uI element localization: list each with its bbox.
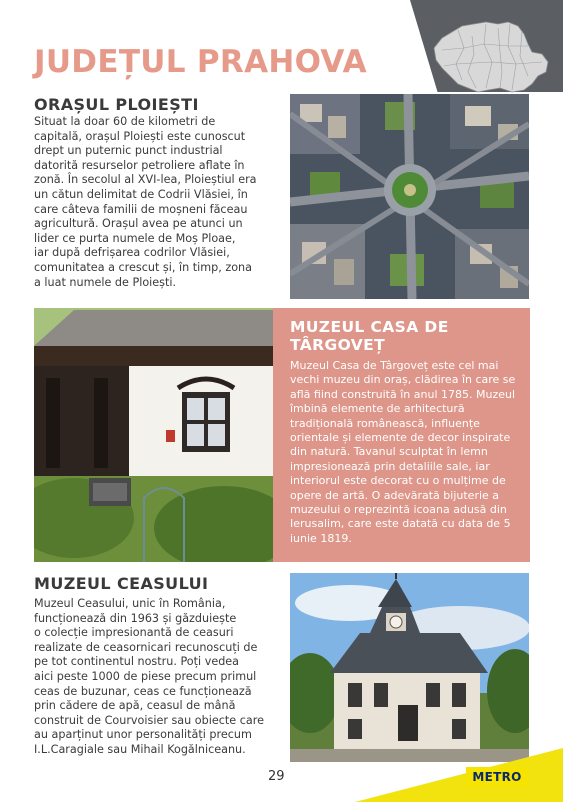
tirgovet-text: Muzeul Casa de Târgoveț este cel mai vechi muzeu din oraș, clădirea în care se află fiind construită în anul 1785. Muzeul îmbină elemente de arhitectură tradițională românească, influențe orientale și elemente de decor inspirate din natură. Tavanul sculptat în lemn impresionează prin detaliile sale, iar interiorul este decorat cu o mulțime de opere de artă. O adevărată bijuterie a muzeului o reprezintă icoana adusă din Ierusalim, care este datată cu data de 5 iunie 1819. — [290, 359, 516, 545]
ceasului-text: Muzeul Ceasului, unic în România, funcționează din 1963 și găzduiește o colecție impresionantă de ceasuri realizate de ceasornicari recunoscuți de pe tot continentul nostru. Poți vedea aici peste 1000 de piese precum primul ceas de buzunar, ceas ce funcționează prin cădere de apă, ceasul de mână construit de Courvoisier sau obiecte care au aparținut unor personalități precum I.L.Caragiale sau Mihail Kogălniceanu. — [34, 597, 264, 756]
tirgovet-house-photo — [34, 308, 273, 562]
romania-map-icon — [428, 18, 552, 96]
ploiesti-heading: ORAȘUL PLOIEȘTI — [34, 95, 199, 114]
page-number: 29 — [268, 769, 285, 784]
metro-logo — [466, 767, 528, 786]
ploiesti-aerial-photo — [290, 94, 529, 299]
page-title: JUDEȚUL PRAHOVA — [34, 44, 367, 80]
tirgovet-heading: MUZEUL CASA DE TÂRGOVEȚ — [290, 318, 449, 354]
ploiesti-text: Situat la doar 60 de kilometri de capitală, orașul Ploiești este cunoscut drept un puternic punct industrial datorită resurselor petroliere aflate în zonă. În secolul al XVI-lea, Ploieștiul era un cătun delimitat de Codrii Vlăsiei, în care câteva familii de moșneni făceau agricultură. Orașul avea pe atunci un lider ce purta numele de Moș Ploae, iar după defrișarea codrilor Vlăsiei, comunitatea a crescut și, în timp, zona a luat numele de Ploiești. — [34, 115, 257, 289]
metro-logo-text: METRO — [472, 769, 522, 784]
ceasului-heading: MUZEUL CEASULUI — [34, 574, 209, 593]
clock-museum-photo — [290, 573, 529, 762]
